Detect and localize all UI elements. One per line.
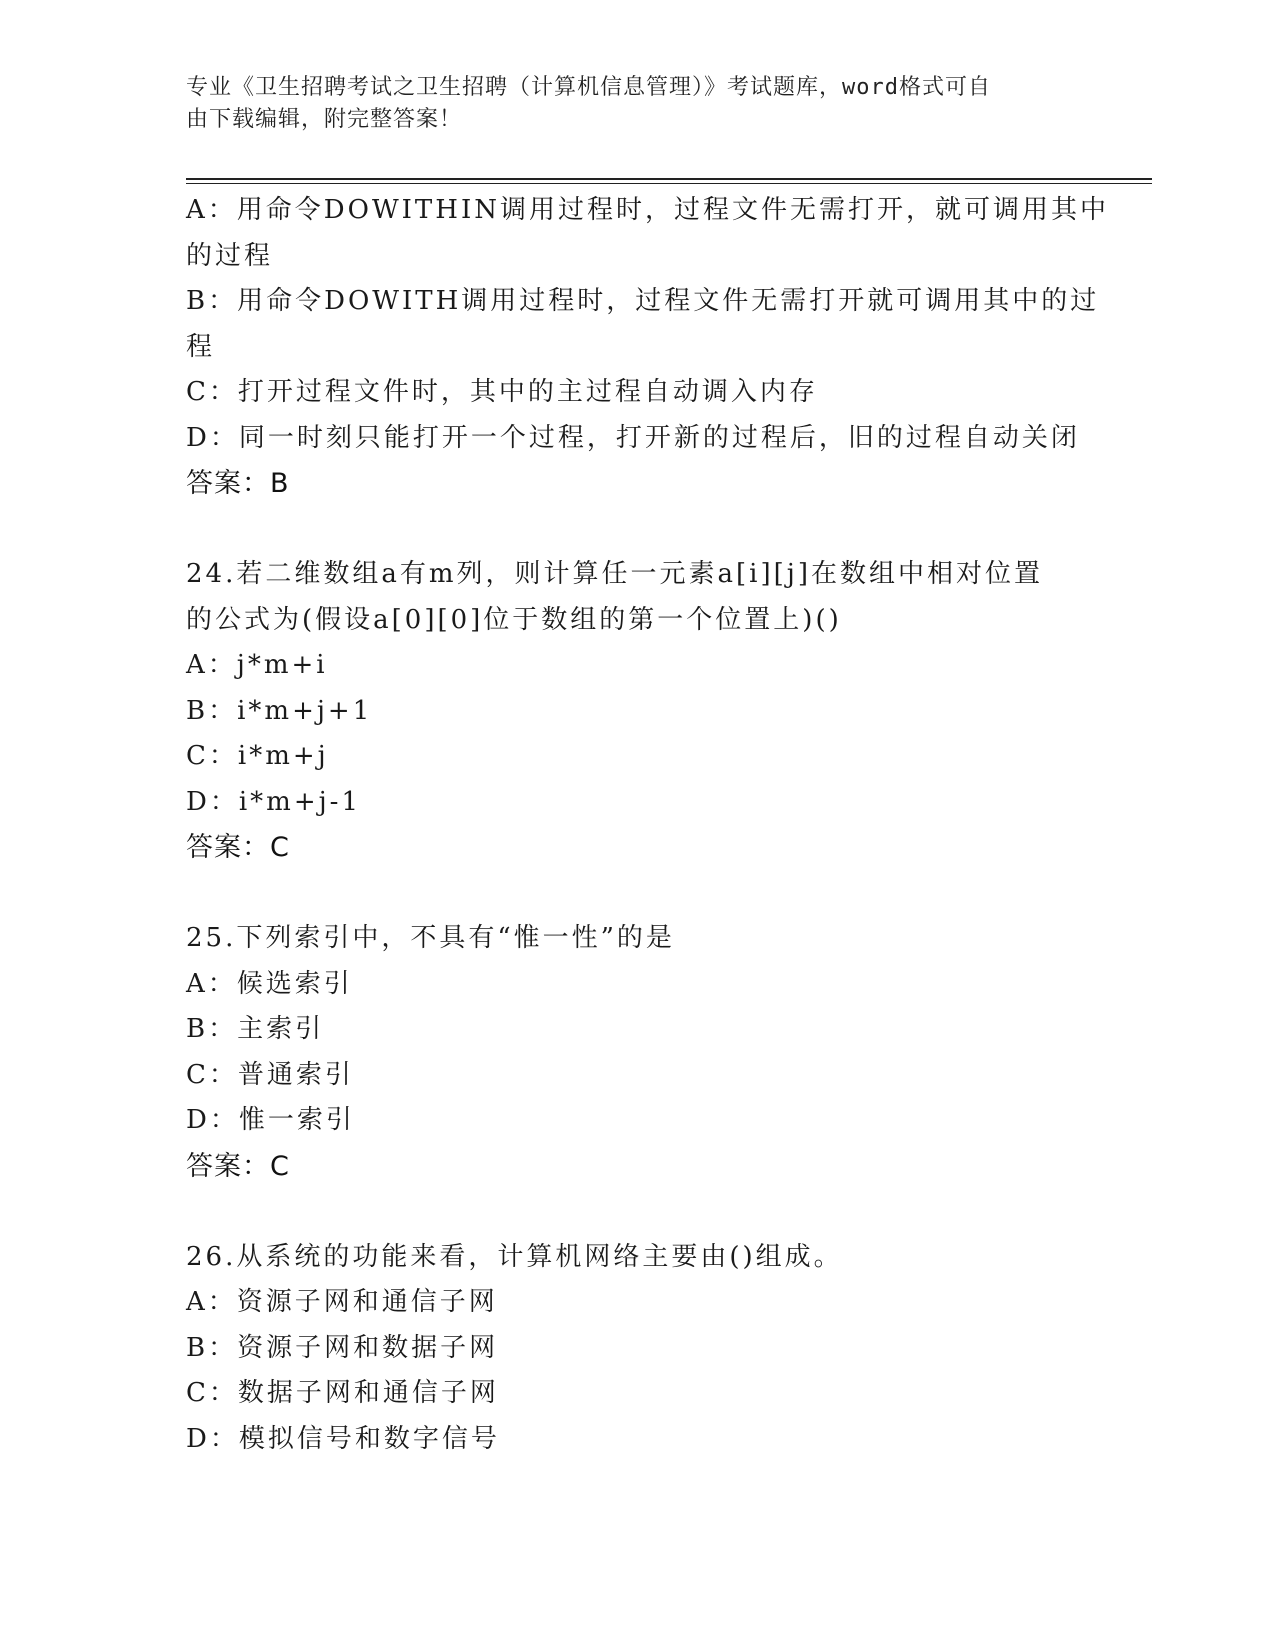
- option-d: D：同一时刻只能打开一个过程，打开新的过程后，旧的过程自动关闭: [186, 422, 1080, 453]
- header-line-1: 专业《卫生招聘考试之卫生招聘（计算机信息管理）》考试题库，word格式可自: [186, 75, 991, 100]
- option-b: B：i*m+j+1: [186, 695, 373, 726]
- option-d: D：模拟信号和数字信号: [186, 1423, 500, 1454]
- answer: 答案：C: [186, 1150, 290, 1182]
- option-c: C：普通索引: [186, 1059, 354, 1090]
- option-a: A：候选索引: [186, 968, 353, 999]
- option-b: B：资源子网和数据子网: [186, 1332, 499, 1363]
- option-a-line-1: A：用命令DOWITHIN调用过程时，过程文件无需打开，就可调用其中: [186, 195, 1109, 225]
- option-a-line-2: 的过程: [186, 240, 274, 271]
- option-c: C：数据子网和通信子网: [186, 1378, 499, 1408]
- spacer: [186, 507, 1086, 553]
- header-rule-thin: [186, 183, 1152, 184]
- question-23: [186, 188, 1109, 507]
- spacer: [186, 1189, 1086, 1235]
- option-b-line-2: 程: [186, 331, 216, 362]
- answer: 答案：C: [186, 832, 290, 863]
- question-content: [186, 188, 1109, 1462]
- option-b: B：主索引: [186, 1014, 325, 1044]
- header-rule-thick: [186, 178, 1152, 180]
- question-stem-line-2: 的公式为(假设a[0][0]位于数组的第一个位置上)(): [186, 604, 842, 635]
- option-c: C：i*m+j: [186, 741, 329, 771]
- page-header: [186, 72, 1066, 136]
- question-24: [186, 552, 1086, 871]
- option-d: D：惟一索引: [186, 1105, 355, 1135]
- spacer: [186, 871, 1086, 917]
- question-26: [186, 1235, 1086, 1463]
- question-stem-line-1: 24.若二维数组a有m列，则计算任一元素a[i][j]在数组中相对位置: [186, 559, 1043, 589]
- question-stem: 25.下列索引中，不具有“惟一性”的是: [186, 923, 675, 953]
- option-a: A：资源子网和通信子网: [186, 1287, 498, 1317]
- option-c: C：打开过程文件时，其中的主过程自动调入内存: [186, 377, 818, 407]
- option-b-line-1: B：用命令DOWITH调用过程时，过程文件无需打开就可调用其中的过: [186, 286, 1100, 316]
- question-stem: 26.从系统的功能来看，计算机网络主要由()组成。: [186, 1241, 843, 1272]
- question-25: [186, 916, 1086, 1189]
- header-line-2: 由下载编辑，附完整答案！: [186, 107, 463, 132]
- option-a: A：j*m+i: [186, 650, 328, 680]
- answer: 答案：B: [186, 468, 290, 499]
- option-d: D：i*m+j-1: [186, 786, 361, 817]
